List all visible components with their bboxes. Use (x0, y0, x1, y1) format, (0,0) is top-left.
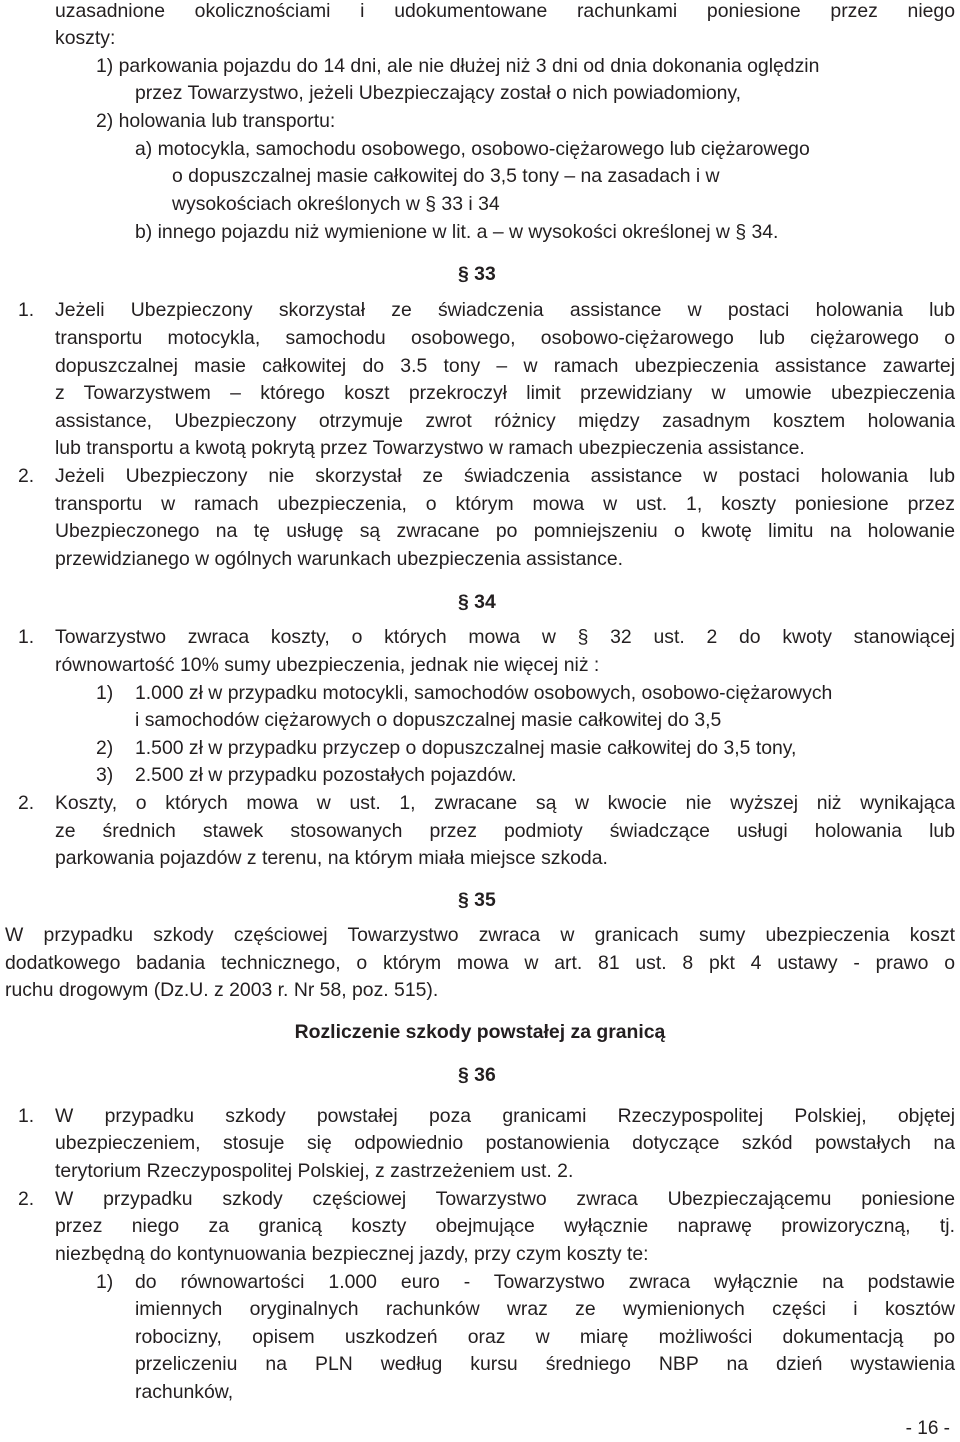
list-number: 3) (96, 764, 114, 786)
text-line: ruchu drogowym (Dz.U. z 2003 r. Nr 58, poz. 515). (5, 979, 439, 1001)
text-line: przez Towarzystwo, jeżeli Ubezpieczający został o nich powiadomiony, (135, 82, 742, 104)
text-line: przez niego za granicą koszty obejmujące wyłącznie naprawę prowizoryczną, tj. (55, 1215, 955, 1237)
text-line: W przypadku szkody powstałej poza granicami Rzeczypospolitej Polskiej, objętej (55, 1105, 955, 1127)
paragraph-number: 2. (18, 465, 35, 487)
text-line: transportu motocykla, samochodu osobowego, osobowo-ciężarowego lub ciężarowego o (55, 327, 955, 349)
list-number: 2) (96, 737, 114, 759)
list-number: 1) (96, 1271, 114, 1293)
text-line: niezbędną do kontynuowania bezpiecznej jazdy, przy czym koszty te: (55, 1243, 649, 1265)
text-line: ze średnich stawek stosowanych przez podmioty świadczące usługi holowania lub (55, 820, 955, 842)
list-item: 1) parkowania pojazdu do 14 dni, ale nie dłużej niż 3 dni od dnia dokonania oględzin (96, 55, 820, 77)
text-line: z Towarzystwem – którego koszt przekroczył limit przewidziany w umowie ubezpieczenia (55, 382, 955, 404)
text-line: wysokościach określonych w § 33 i 34 (172, 193, 500, 215)
text-line: W przypadku szkody częściowej Towarzystwo zwraca w granicach sumy ubezpieczenia koszt (5, 924, 955, 946)
text-line: transportu w ramach ubezpieczenia, o którym mowa w ust. 1, koszty poniesione przez (55, 493, 955, 515)
text-line: koszty: (55, 27, 116, 49)
section-title: § 35 (458, 889, 496, 911)
section-title: § 36 (458, 1064, 496, 1086)
text-line: do równowartości 1.000 euro - Towarzystwo zwraca wyłącznie na podstawie (135, 1271, 955, 1293)
text-line: równowartość 10% sumy ubezpieczenia, jednak nie więcej niż : (55, 654, 600, 676)
text-line: przewidzianego w ogólnych warunkach ubezpieczenia assistance. (55, 548, 624, 570)
paragraph-number: 2. (18, 792, 35, 814)
text-line: Koszty, o których mowa w ust. 1, zwracane są w kwocie nie wyższej niż wynikająca (55, 792, 955, 814)
text-line: parkowania pojazdów z terenu, na którym miała miejsce szkoda. (55, 847, 608, 869)
page-number: - 16 - (905, 1418, 950, 1439)
text-line: i samochodów ciężarowych o dopuszczalnej masie całkowitej do 3,5 (135, 709, 722, 731)
text-line: rachunków, (135, 1381, 234, 1403)
text-line: dopuszczalnej masie całkowitej do 3.5 tony – w ramach ubezpieczenia assistance zawartej (55, 355, 955, 377)
paragraph-number: 2. (18, 1188, 35, 1210)
text-line: terytorium Rzeczypospolitej Polskiej, z zastrzeżeniem ust. 2. (55, 1160, 574, 1182)
section-title: § 33 (458, 263, 496, 285)
text-line: Jeżeli Ubezpieczony skorzystał ze świadczenia assistance w postaci holowania lub (55, 299, 955, 321)
text-line: 1.000 zł w przypadku motocykli, samochodów osobowych, osobowo-ciężarowych (135, 682, 833, 704)
paragraph-number: 1. (18, 626, 35, 648)
text-line: przeliczeniu na PLN według kursu średniego NBP na dzień wystawienia (135, 1353, 955, 1375)
text-line: Ubezpieczonego na tę usługę są zwracane po pomniejszeniu o kwotę limitu na holowanie (55, 520, 955, 542)
text-line: Towarzystwo zwraca koszty, o których mowa w § 32 ust. 2 do kwoty stanowiącej (55, 626, 955, 648)
text-line: Jeżeli Ubezpieczony nie skorzystał ze świadczenia assistance w postaci holowania lub (55, 465, 955, 487)
text-line: robocizny, opisem uszkodzeń oraz w miarę możliwości dokumentacją po (135, 1326, 955, 1348)
text-line: dodatkowego badania technicznego, o którym mowa w art. 81 ust. 8 pkt 4 ustawy - prawo o (5, 952, 955, 974)
text-line: W przypadku szkody częściowej Towarzystwo zwraca Ubezpieczającemu poniesione (55, 1188, 955, 1210)
text-line: 1.500 zł w przypadku przyczep o dopuszczalnej masie całkowitej do 3,5 tony, (135, 737, 797, 759)
section-title: § 34 (458, 591, 496, 613)
text-line: uzasadnione okolicznościami i udokumentowane rachunkami poniesione przez niego (55, 0, 955, 22)
list-item: a) motocykla, samochodu osobowego, osobowo-ciężarowego lub ciężarowego (135, 138, 810, 160)
text-line: imiennych oryginalnych rachunków wraz ze wymienionych części i kosztów (135, 1298, 955, 1320)
text-line: 2.500 zł w przypadku pozostałych pojazdów. (135, 764, 517, 786)
text-line: assistance, Ubezpieczony otrzymuje zwrot różnicy między zasadnym kosztem holowania (55, 410, 955, 432)
list-number: 1) (96, 682, 114, 704)
paragraph-number: 1. (18, 1105, 35, 1127)
text-line: lub transportu a kwotą pokrytą przez Towarzystwo w ramach ubezpieczenia assistance. (55, 437, 805, 459)
chapter-heading: Rozliczenie szkody powstałej za granicą (294, 1021, 666, 1043)
text-line: o dopuszczalnej masie całkowitej do 3,5 tony – na zasadach i w (172, 165, 720, 187)
list-item: b) innego pojazdu niż wymienione w lit. a – w wysokości określonej w § 34. (135, 221, 779, 243)
list-item: 2) holowania lub transportu: (96, 110, 336, 132)
paragraph-number: 1. (18, 299, 35, 321)
text-line: ubezpieczeniem, stosuje się odpowiednio postanowienia dotyczące szkód powstałych na (55, 1132, 955, 1154)
